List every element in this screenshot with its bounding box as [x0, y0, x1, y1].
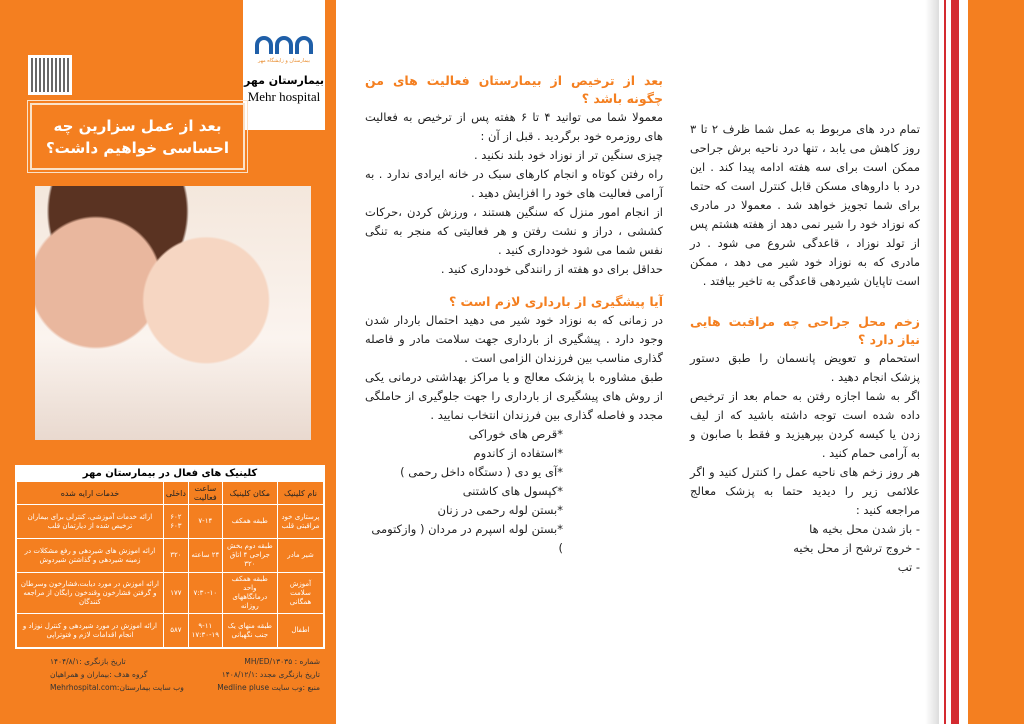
cover-title: بعد از عمل سزارین چه احساسی خواهیم داشت؟: [30, 103, 245, 170]
paragraph: تمام درد های مربوط به عمل شما ظرف ۲ تا ۳ روز کاهش می یابد ، تنها درد ناحیه برش جراحی ممکن است برای سه هفته ادامه پیدا کند . این درد با داروهای مسکن قابل کنترل است که حتما برای شما تجویز خواهد شد . معمولا در مادری که نوزاد خود را شیر نمی دهد از هفته هشتم پس از تولد نوزاد ، قاعدگی شروع می شود . در مادری که به نوزاد خود شیر می دهد ، ممکن است تاپایان شیردهی قاعدگی به تاخیر بیافتد .: [690, 122, 920, 288]
table-caption: کلینیک های فعال در بیمارستان مهر: [82, 468, 258, 479]
cell: طبقه همکف: [222, 505, 277, 539]
doc-number: شماره : MH/ED/۱۳۰۳۵: [244, 657, 320, 666]
col-header: نام کلینیک: [277, 482, 323, 505]
cell: اطفال: [277, 614, 323, 648]
cell: آموزش سلامت همگانی: [277, 573, 323, 614]
section-heading: زخم محل جراحی چه مراقبت هایی نیاز دارد ؟: [690, 314, 920, 347]
clinics-table: [15, 465, 325, 649]
cell: شیر مادر: [277, 539, 323, 573]
cell: ارائه اموزش در مورد شیردهی و کنترل نوزاد و انجام اقدامات لازم و فتوتراپی: [17, 614, 164, 648]
cell: ۵۸۷: [163, 614, 188, 648]
col-header: خدمات ارایه شده: [17, 482, 164, 505]
cell: ۷:۳۰-۱۰: [188, 573, 222, 614]
paragraph: راه رفتن کوتاه و انجام کارهای سبک در خانه ایرادی ندارد . به آرامی فعالیت های خود را افزایش دهید .: [365, 167, 663, 200]
fold-shadow: [925, 0, 939, 724]
table-row: [17, 539, 324, 573]
col-header: داخلی: [163, 482, 188, 505]
cell: ۶۰۲ ۶۰۳: [163, 505, 188, 539]
col-header: ساعت فعالیت: [188, 482, 222, 505]
section-heading: بعد از ترخیص از بیمارستان فعالیت های من چگونه باشد ؟: [365, 73, 663, 106]
document-footer: [50, 655, 320, 694]
list-item: *قرص های خوراکی: [468, 427, 563, 441]
cell: طبقه دوم بخش جراحی ۴ اتاق ۳۲۰: [222, 539, 277, 573]
cell: ارائه خدمات آموزشی، کنترلی برای بیماران ترخیص شده از دیارتمان قلب: [17, 505, 164, 539]
paragraph: چیزی سنگین تر از نوزاد خود بلند نکنید .: [473, 148, 663, 162]
hospital-name-fa: بیمارستان مهر: [243, 74, 325, 87]
list-item: *استفاده از کاندوم: [473, 446, 563, 460]
list-item: - تب: [897, 560, 920, 574]
cell: ۷-۱۴: [188, 505, 222, 539]
cell: طبقه همکف واحد درمانگاههای روزانه: [222, 573, 277, 614]
cell: ارائه اموزش های شیردهی و رفع مشکلات در زمینه شیردهی و گذاشتن شیردوش: [17, 539, 164, 573]
paragraph: در زمانی که به نوزاد خود شیر می دهید احتمال باردار شدن وجود دارد . پیشگیری از بارداری جهت سلامت مادر و فاصله گذاری مناسب بین فرزندان الزامی است .: [365, 313, 663, 365]
source: منبع :وب سایت Medline pluse: [217, 683, 320, 692]
cell: ۲۴ ساعته: [188, 539, 222, 573]
paragraph: معمولا شما می توانید ۴ تا ۶ هفته پس از ترخیص به فعالیت های روزمره خود برگردید . قبل از آن :: [365, 110, 663, 143]
list-item: *کپسول های کاشتنی: [462, 484, 563, 498]
list-item: - باز شدن محل بخیه ها: [809, 522, 920, 536]
list-item: *آی یو دی ( دستگاه داخل رحمی ): [400, 465, 563, 479]
re-review-date: تاریخ بازنگری مجدد :۱۴۰۸/۱۲/۱: [221, 670, 320, 679]
table-row: [17, 573, 324, 614]
paragraph: از انجام امور منزل که سنگین هستند ، ورزش کردن ،حرکات کششی ، دراز و نشت رفتن و هر فعالیتی که منجر به تنگی نفس شما می شود خودداری کنید .: [365, 205, 663, 257]
cell: طبقه منهای یک جنب نگهبانی: [222, 614, 277, 648]
cell: ۱۷۷: [163, 573, 188, 614]
section-heading: آیا پیشگیری از بارداری لازم است ؟: [448, 294, 663, 309]
hospital-logo: [253, 36, 315, 56]
paragraph: اگر به شما اجازه رفتن به حمام بعد از ترخیص داده شده است توجه داشته باشید که از لیف زدن یا کیسه کردن بپرهیزید و فقط با صابون و به آرامی حمام کنید .: [690, 389, 920, 460]
table-header-row: [17, 482, 324, 505]
target-group: گروه هدف :بیماران و همراهیان: [50, 670, 148, 679]
hospital-name-en: Mehr hospital: [247, 89, 321, 104]
table-row: [17, 505, 324, 539]
red-stripe-thin: [944, 0, 946, 724]
paragraph: استحمام و تعویض پانسمان را طبق دستور پزشک انجام دهید .: [690, 351, 920, 384]
red-stripe-thick: [951, 0, 959, 724]
middle-column: [365, 72, 663, 558]
review-date: تاریخ بازنگری :۱۴۰۴/۸/۱: [50, 657, 126, 666]
qr-code: [28, 55, 72, 95]
list-item: *بستن لوله اسپرم در مردان ( وازکتومی ): [371, 522, 563, 555]
cover-panel: [0, 0, 336, 724]
logo-box: [243, 0, 325, 130]
col-header: مکان کلینیک: [222, 482, 277, 505]
right-column: [690, 120, 920, 577]
cell: ۹-۱۱ ۱۷:۳۰-۱۹: [188, 614, 222, 648]
mother-baby-photo: [35, 186, 311, 440]
list-item: *بستن لوله رحمی در زنان: [437, 503, 563, 517]
orange-edge-panel: [968, 0, 1024, 724]
cell: پرستاری خود مراقبتی قلب: [277, 505, 323, 539]
paragraph: طبق مشاوره با پزشک معالج و یا مراکز بهداشتی درمانی یکی از روش های پیشگیری از بارداری را جهت جلوگیری از حاملگی مجدد و فاصله گذاری بین فرزندان انتخاب نمایید .: [365, 370, 663, 422]
website: وب سایت بیمارستان:Mehrhospital.com: [50, 683, 184, 692]
paragraph: هر روز زخم های ناحیه عمل را کنترل کنید و اگر علائمی زیر را دیدید حتما به پزشک معالج مراجعه کنید :: [690, 465, 920, 517]
paragraph: حداقل برای دو هفته از رانندگی خودداری کنید .: [440, 262, 663, 276]
list-item: - خروج ترشح از محل بخیه: [793, 541, 920, 555]
cell: ارائه اموزش در مورد دیابت،فشارخون وسرطان و گرفتن فشارخون وقندخون رایگان از مراجعه کنندگان: [17, 573, 164, 614]
table-row: [17, 614, 324, 648]
logo-subtitle: بیمارستان و زایشگاه مهر: [257, 58, 311, 64]
cell: ۳۲۰: [163, 539, 188, 573]
